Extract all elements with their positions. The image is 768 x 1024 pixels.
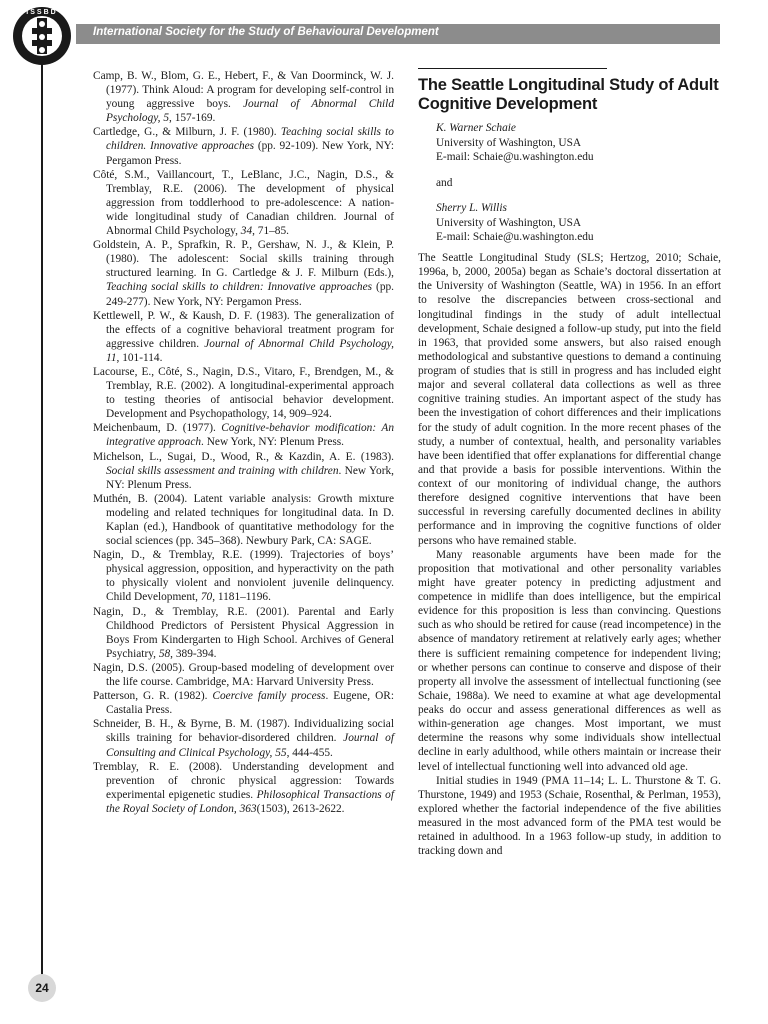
margin-rule	[41, 62, 43, 976]
reference-entry: Camp, B. W., Blom, G. E., Hebert, F., & Van Doorminck, W. J. (1977). Think Aloud: A program for developing self-control in young aggressive boys. Journal of Abnormal Child Psychology, 5, 157-169.	[93, 70, 394, 125]
journal-banner	[76, 24, 720, 44]
reference-entry: Goldstein, A. P., Sprafkin, R. P., Gershaw, N. J., & Klein, P. (1980). The adolescent: Social skills training through structured learning. In G. Cartledge & J. F. Milburn (Eds.), Teaching social skills to children: Innovative approaches (pp. 249-277). New York, NY: Pergamon Press.	[93, 239, 394, 308]
reference-entry: Tremblay, R. E. (2008). Understanding development and prevention of chronic physical aggression: Towards experimental epigenetic studies. Philosophical Transactions of the Royal Society of London, 363(1503), 2613-2622.	[93, 760, 394, 815]
author1-name: K. Warner Schaie	[436, 122, 516, 134]
article-title: The Seattle Longitudinal Study of Adult Cognitive Development	[418, 76, 719, 113]
page-number: 24	[28, 974, 56, 1002]
issbd-logo	[12, 6, 72, 66]
author1-affiliation: University of Washington, USA	[436, 136, 582, 149]
logo-lettering: ISSBD	[26, 9, 58, 16]
title-rule	[418, 68, 607, 69]
body-paragraph-3: Initial studies in 1949 (PMA 11–14; L. L. Thurstone & T. G. Thurstone, 1949) and 1953 (Schaie, Rosenthal, & Perlman, 1953), explored whether the factorial independence of the five abilities measured in the most advanced form of the PMA test would be retained in adulthood. In a 1963 follow-up study, in addition to tracking down and	[418, 774, 721, 858]
author2-name: Sherry L. Willis	[436, 202, 507, 214]
reference-entry: Patterson, G. R. (1982). Coercive family process. Eugene, OR: Castalia Press.	[93, 690, 394, 717]
author-conjunction: and	[436, 176, 453, 189]
body-paragraph-1: The Seattle Longitudinal Study (SLS; Hertzog, 2010; Schaie, 1996a, b, 2000, 2005a) began as Schaie’s doctoral dissertation at the University of Washington (Seattle, WA) in 1956. In an effort to resolve the discrepancies between cross-sectional and longitudinal findings in the study of adult intellectual development, Schaie designed a follow-up study, put into the field in 1963, that provided some answers, but also raised enough methodological and substantive questions to demand a continuing program of studies that is still in progress and has included eight major and several collateral data collections as well as three cognitive training studies. An important aspect of the study has been the investigation of cohort differences and their implications for the study of adult cognition. In the more recent phases of the study, a number of contextual, health, and personality variables have been identified that offer explanations for differential change and that provide a basis for possible interventions. Within the context of our monitoring of individual change, the authors therefore designed cognitive interventions that have been successful in reversing carefully documented declines in ability performance and in improving the cognitive functions of older persons who have remained stable.	[418, 252, 721, 547]
author2-email: E-mail: Schaie@u.washington.edu	[436, 231, 594, 243]
author-block	[436, 121, 721, 245]
banner-text: International Society for the Study of Behavioural Development	[93, 26, 439, 38]
reference-entry: Meichenbaum, D. (1977). Cognitive-behavior modification: An integrative approach. New York, NY: Plenum Press.	[93, 422, 394, 449]
reference-entry: Cartledge, G., & Milburn, J. F. (1980). Teaching social skills to children. Innovative approaches (pp. 92-109). New York, NY: Pergamon Press.	[93, 126, 394, 167]
body-paragraph-2: Many reasonable arguments have been made for the proposition that motivational and other personality variables might have greater potency in predicting adjustment and competence in midlife than does intelligence, but the empirical evidence for this proposition is less than convincing. Questions such as who should be retired for cause (read incompetence) in the absence of mandatory retirement at relatively early ages; whether there is sufficient remaining competence for independent living; or whether persons can continue to conserve and dispose of their property all involve the assessment of intellectual functioning (see Schaie, 1988a). We need to examine at what age developmental peaks do occur and assess generational differences as well as within-generation age changes. Most important, we must determine the reasons why some individuals show intellectual decline in early adulthood, while others maintain or increase their level of intellectual functioning well into advanced old age.	[418, 548, 721, 773]
reference-entry: Schneider, B. H., & Byrne, B. M. (1987). Individualizing social skills training for behavior-disordered children. Journal of Consulting and Clinical Psychology, 55, 444-455.	[93, 718, 395, 759]
reference-entry: Michelson, L., Sugai, D., Wood, R., & Kazdin, A. E. (1983). Social skills assessment and training with children. New York, NY: Plenum Press.	[93, 450, 394, 491]
reference-entry: Nagin, D., & Tremblay, R.E. (1999). Trajectories of boys’ physical aggression, opposition, and hyperactivity on the path to physically violent and nonviolent juvenile delinquency. Child Development, 70, 1181–1196.	[93, 549, 394, 604]
reference-entry: Nagin, D., & Tremblay, R.E. (2001). Parental and Early Childhood Predictors of Persistent Physical Aggression in Boys From Kindergarten to High School. Archives of General Psychiatry, 58, 389-394.	[93, 605, 394, 660]
reference-entry: Lacourse, E., Côté, S., Nagin, D.S., Vitaro, F., Brendgen, M., & Tremblay, R.E. (2002). A longitudinal-experimental approach to testing theories of antisocial behavior development. Development and Psychopathology, 14, 909–924.	[93, 365, 394, 421]
author1-email: E-mail: Schaie@u.washington.edu	[436, 151, 594, 163]
reference-list	[93, 69, 394, 816]
reference-entry: Nagin, D.S. (2005). Group-based modeling of development over the life course. Cambridge, MA: Harvard University Press.	[93, 661, 394, 689]
author2-affiliation: University of Washington, USA	[436, 216, 582, 229]
reference-entry: Muthén, B. (2004). Latent variable analysis: Growth mixture modeling and related techniques for longitudinal data. In D. Kaplan (ed.), Handbook of quantitative methodology for the social sciences (pp. 345–368). Newbury Park, CA: SAGE.	[93, 492, 394, 548]
reference-entry: Côté, S.M., Vaillancourt, T., LeBlanc, J.C., Nagin, D.S., & Tremblay, R.E. (2006). The development of physical aggression from toddlerhood to pre-adolescence: A nation-wide longitudinal study of Canadian children. Journal of Abnormal Child Psychology, 34, 71–85.	[93, 168, 394, 238]
article-body	[418, 251, 721, 858]
reference-entry: Kettlewell, P. W., & Kaush, D. F. (1983). The generalization of the effects of a cognitive behavioral treatment program for aggressive children. Journal of Abnormal Child Psychology, 11, 101-114.	[93, 309, 394, 364]
